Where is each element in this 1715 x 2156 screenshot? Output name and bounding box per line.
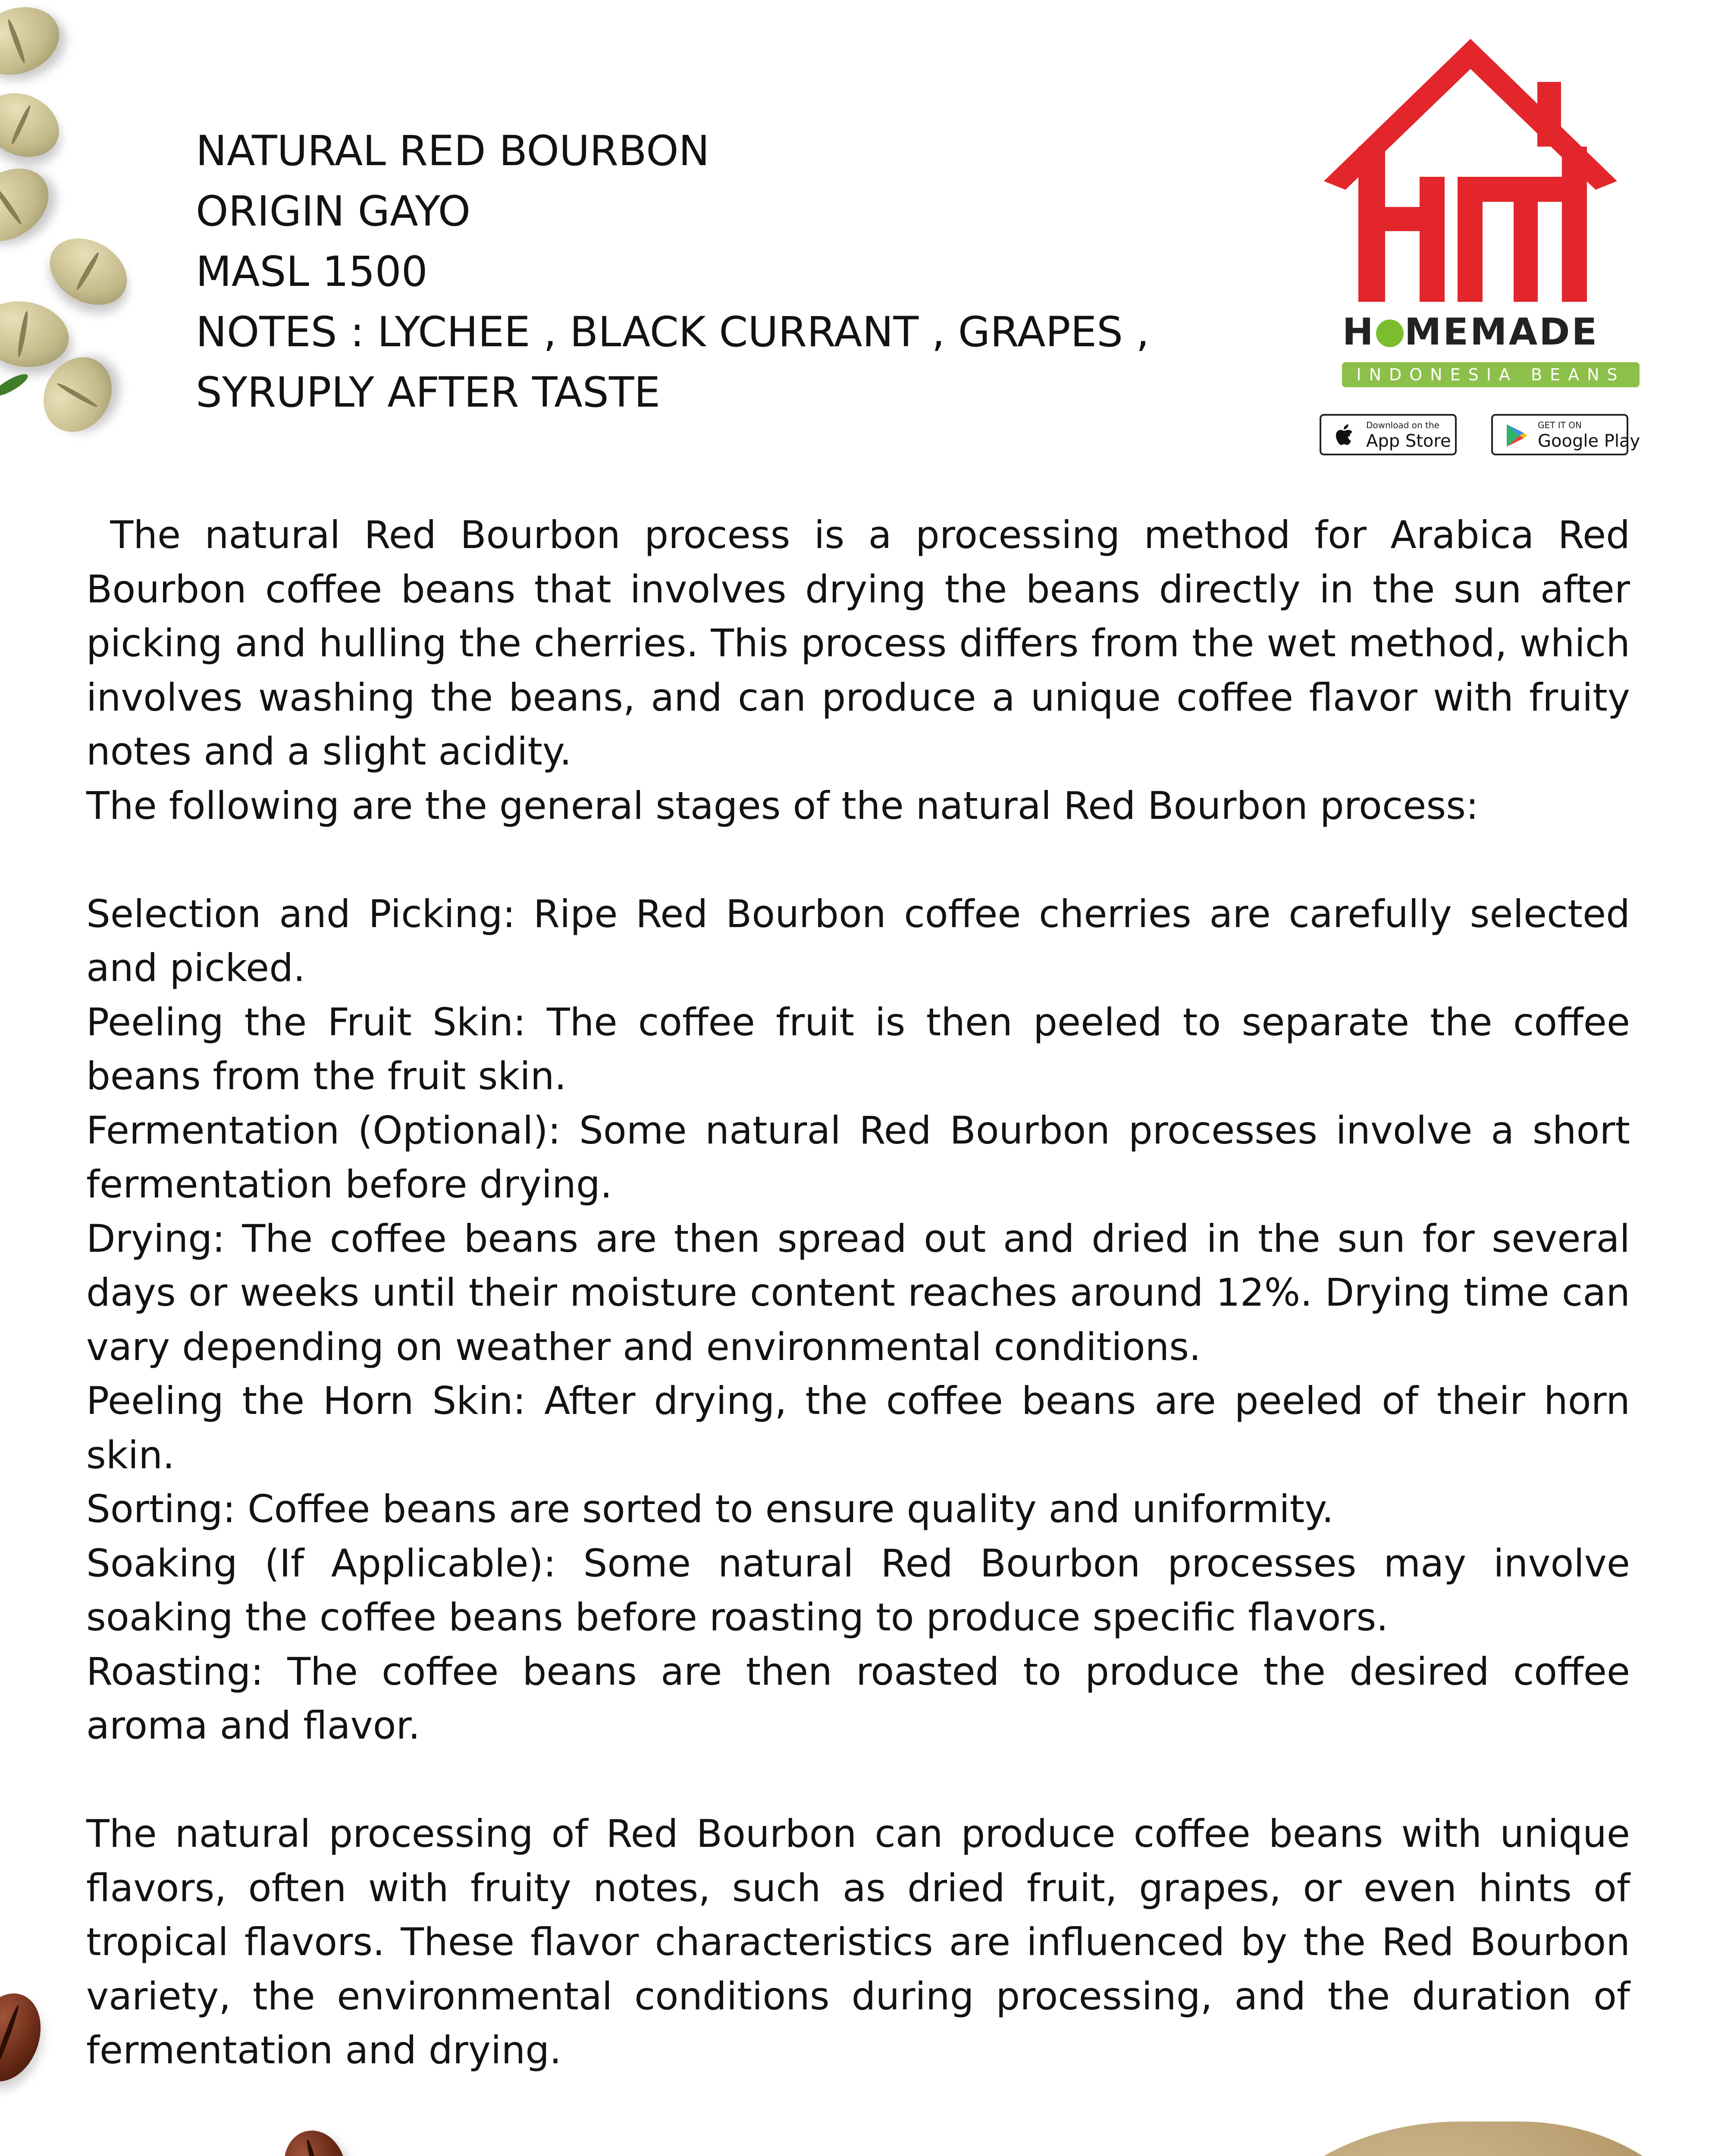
- coffee-sack-image: [927, 2104, 1715, 2156]
- house-logo-icon: [1320, 34, 1621, 310]
- stage-item: Peeling the Horn Skin: After drying, the coffee beans are peeled of their horn skin.: [86, 1379, 1630, 1477]
- stage-item: Selection and Picking: Ripe Red Bourbon coffee cherries are carefully selected and picked.: [86, 891, 1630, 990]
- homemade-logo: [1320, 34, 1640, 451]
- google-play-icon: [1502, 422, 1530, 449]
- stage-item: Drying: The coffee beans are then spread out and dried in the sun for several days or weeks until their moisture content reaches around 12%. Drying time can vary depending on weather and environmental conditions.: [86, 1216, 1630, 1369]
- coffee-specs: [196, 121, 1188, 423]
- spec-line-altitude: MASL 1500: [196, 248, 428, 296]
- green-coffee-beans-image: [0, 0, 181, 466]
- stage-item: Soaking (If Applicable): Some natural Red Bourbon processes may involve soaking the coffee beans before roasting to produce specific flavors.: [86, 1541, 1630, 1639]
- brand-tagline: INDONESIA BEANS: [1342, 362, 1640, 387]
- description: [86, 508, 1642, 2078]
- app-store-badge[interactable]: Download on the App Store: [1320, 414, 1457, 455]
- brand-name: H MEMADE: [1342, 310, 1599, 354]
- spec-line-notes: NOTES : LYCHEE , BLACK CURRANT , GRAPES ,: [196, 308, 1150, 356]
- google-play-badge[interactable]: GET IT ON Google Play: [1491, 414, 1628, 455]
- spec-line-aftertaste: SYRUPLY AFTER TASTE: [196, 368, 661, 417]
- stage-item: Peeling the Fruit Skin: The coffee fruit is then peeled to separate the coffee beans from the fruit skin.: [86, 1000, 1630, 1098]
- stage-item: Sorting: Coffee beans are sorted to ensure quality and uniformity.: [86, 1487, 1334, 1531]
- intro-paragraph: The natural Red Bourbon process is a processing method for Arabica Red Bourbon coffee beans that involves drying the beans directly in the sun after picking and hulling the cherries. This process differs from the wet method, which involves washing the beans, and can produce a unique coffee flavor with fruity notes and a slight acidity.: [86, 513, 1642, 774]
- conclusion-paragraph: The natural processing of Red Bourbon can produce coffee beans with unique flavors, often with fruity notes, such as dried fruit, grapes, or even hints of tropical flavors. These flavor characteristics are influenced by the Red Bourbon variety, the environmental conditions during processing, and the duration of fermentation and drying.: [86, 1811, 1630, 2072]
- spec-line-name: NATURAL RED BOURBON: [196, 127, 710, 175]
- bean-o-icon: [1376, 320, 1404, 347]
- stages-heading: The following are the general stages of the natural Red Bourbon process:: [86, 783, 1479, 828]
- stage-item: Fermentation (Optional): Some natural Red Bourbon processes involve a short fermentation before drying.: [86, 1108, 1630, 1206]
- spec-line-origin: ORIGIN GAYO: [196, 187, 471, 235]
- roasted-beans-left-image: [0, 1966, 819, 2156]
- stage-item: Roasting: The coffee beans are then roasted to produce the desired coffee aroma and flavor.: [86, 1649, 1630, 1748]
- apple-icon: [1331, 422, 1358, 449]
